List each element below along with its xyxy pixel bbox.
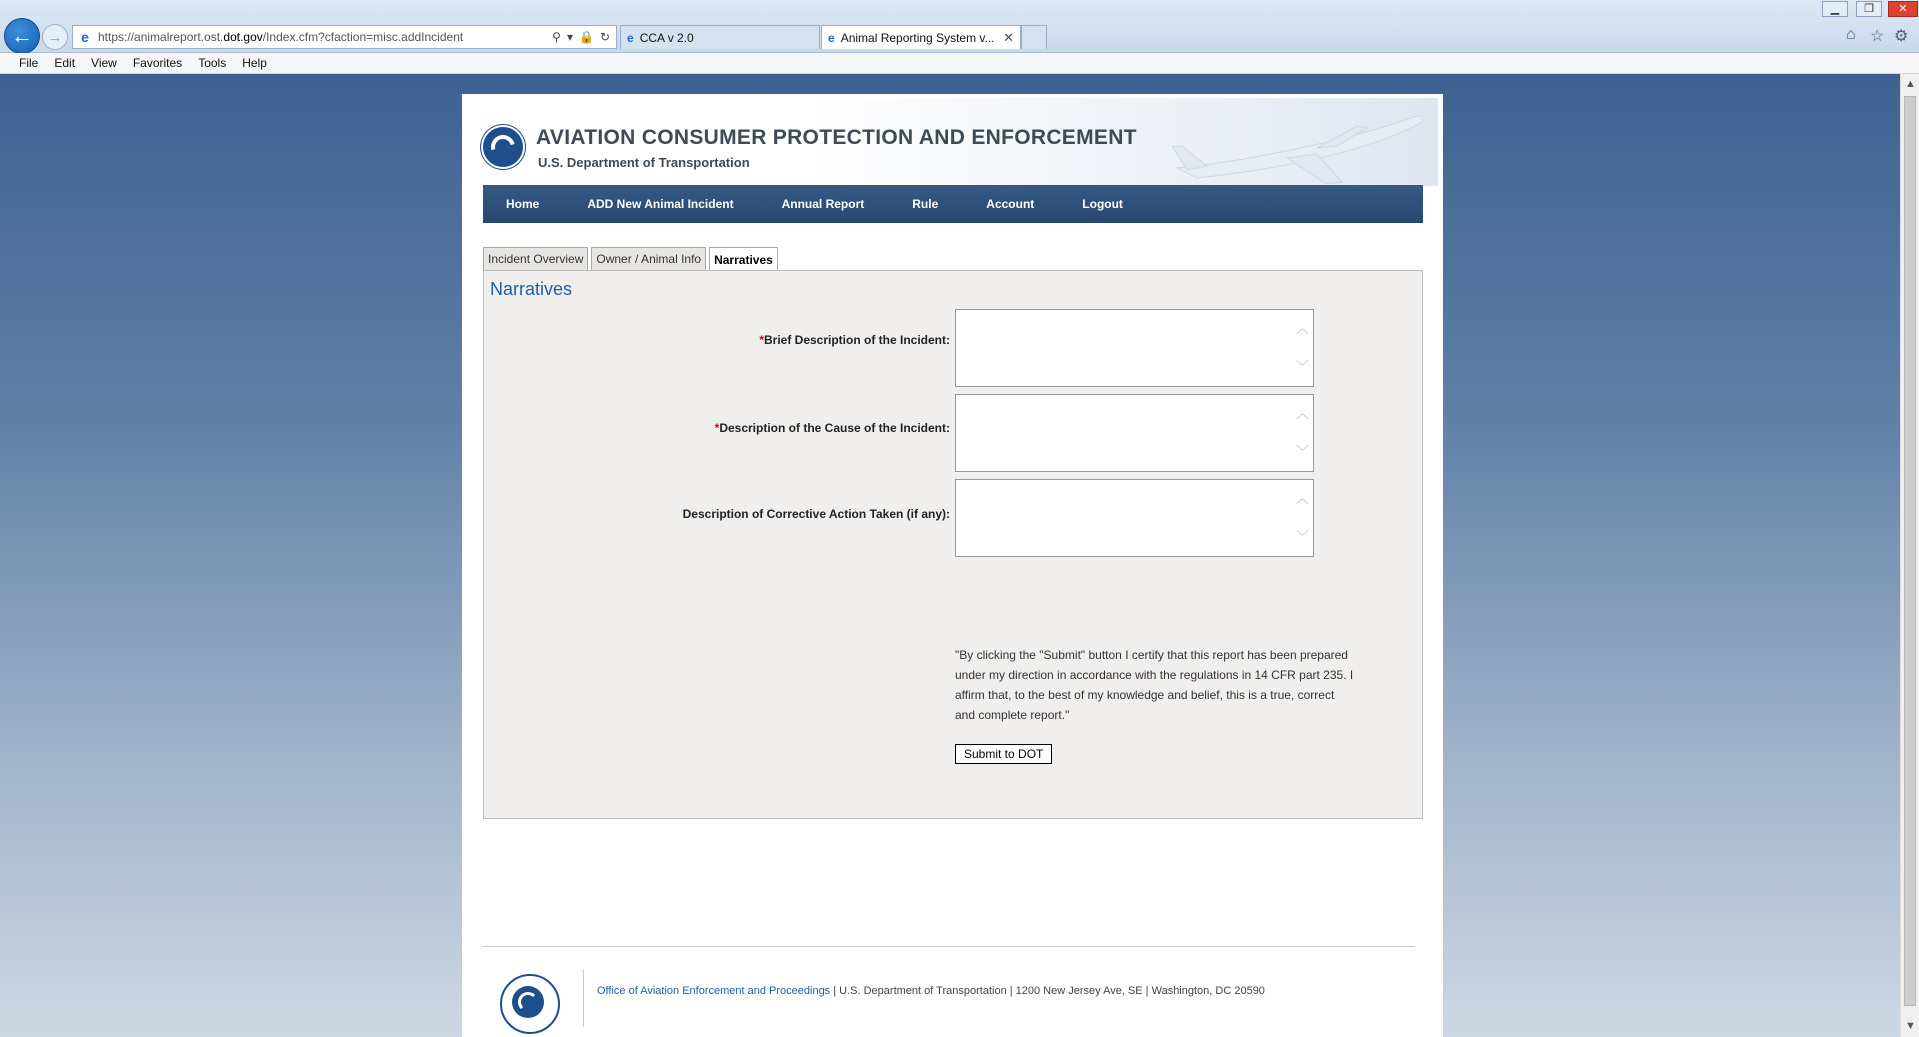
home-icon[interactable]: ⌂ xyxy=(1846,26,1856,43)
scroll-down-icon[interactable]: ﹀ xyxy=(1295,444,1309,459)
scroll-down-icon[interactable]: ▼ xyxy=(1905,1020,1916,1032)
vertical-scrollbar[interactable] xyxy=(1900,74,1919,1037)
form-tabs xyxy=(483,247,778,271)
forward-button[interactable] xyxy=(42,24,68,50)
gear-icon[interactable]: ⚙ xyxy=(1894,28,1909,45)
footer-divider-line xyxy=(483,946,1415,947)
corrective-action-label: Description of Corrective Action Taken (if any): xyxy=(682,507,950,521)
menu-file[interactable]: File xyxy=(19,56,39,70)
arrow-left-icon: ← xyxy=(11,23,33,48)
menu-favorites[interactable]: Favorites xyxy=(132,56,183,70)
footer-office-link[interactable]: Office of Aviation Enforcement and Proceedings xyxy=(597,985,831,997)
browser-toolbar xyxy=(0,0,1919,53)
site-subtitle: U.S. Department of Transportation xyxy=(538,155,750,170)
cause-description-label: *Description of the Cause of the Incident: xyxy=(714,421,950,435)
nav-home[interactable]: Home xyxy=(506,197,540,211)
ie-icon: e xyxy=(81,29,89,45)
tab-narratives[interactable]: Narratives xyxy=(709,247,778,271)
lock-icon[interactable]: 🔒 xyxy=(578,30,594,44)
submit-to-dot-button[interactable]: Submit to DOT xyxy=(955,744,1052,764)
airplane-icon xyxy=(1167,106,1427,186)
site-header xyxy=(467,98,1438,186)
close-window-button[interactable]: ✕ xyxy=(1888,1,1918,17)
scroll-down-icon[interactable]: ﹀ xyxy=(1295,359,1309,374)
section-heading: Narratives xyxy=(490,279,573,299)
scroll-up-icon[interactable]: ▲ xyxy=(1905,78,1916,90)
required-marker: * xyxy=(714,421,720,435)
browser-tab-cca[interactable]: e CCA v 2.0 xyxy=(620,25,820,49)
narratives-panel xyxy=(483,270,1423,819)
nav-add-animal-incident[interactable]: ADD New Animal Incident xyxy=(587,197,734,211)
scroll-up-icon[interactable]: ︿ xyxy=(1295,491,1309,506)
required-marker: * xyxy=(759,333,764,347)
site-title: AVIATION CONSUMER PROTECTION AND ENFORCEMENT xyxy=(536,126,1137,149)
dropdown-icon[interactable]: ▾ xyxy=(566,30,573,44)
main-nav xyxy=(483,185,1423,223)
ie-icon: e xyxy=(828,30,835,45)
ie-icon: e xyxy=(627,30,634,45)
minimize-button[interactable]: ▁ xyxy=(1822,1,1848,17)
nav-account[interactable]: Account xyxy=(986,197,1035,211)
scroll-up-icon[interactable]: ︿ xyxy=(1295,321,1309,336)
restore-button[interactable]: ❐ xyxy=(1856,1,1882,17)
menu-edit[interactable]: Edit xyxy=(54,56,76,70)
address-bar[interactable] xyxy=(72,25,617,49)
dot-logo-icon xyxy=(481,125,525,169)
nav-annual-report[interactable]: Annual Report xyxy=(781,197,865,211)
nav-logout[interactable]: Logout xyxy=(1082,197,1123,211)
footer-text: Office of Aviation Enforcement and Proceedings | U.S. Department of Transportation | 1200 New Jersey Ave, SE | Washington, DC 20590 xyxy=(597,985,1265,997)
search-icon[interactable]: ⚲ xyxy=(552,30,561,44)
scroll-down-icon[interactable]: ﹀ xyxy=(1295,529,1309,544)
dot-seal-icon xyxy=(500,974,560,1034)
corrective-action-textarea[interactable] xyxy=(955,479,1314,557)
menu-bar xyxy=(0,53,1919,74)
browser-tab-animal-reporting[interactable]: e Animal Reporting System v... ✕ xyxy=(821,25,1021,49)
arrow-right-icon: → xyxy=(47,28,63,46)
star-icon[interactable]: ☆ xyxy=(1870,28,1885,45)
menu-tools[interactable]: Tools xyxy=(198,56,227,70)
footer-vertical-divider xyxy=(583,969,584,1027)
close-tab-icon[interactable]: ✕ xyxy=(1003,29,1014,45)
nav-rule[interactable]: Rule xyxy=(912,197,939,211)
scroll-thumb[interactable] xyxy=(1904,96,1916,1006)
url-text[interactable]: https://animalreport.ost.dot.gov/Index.cfm?cfaction=misc.addIncident xyxy=(98,30,464,44)
scroll-up-icon[interactable]: ︿ xyxy=(1295,406,1309,421)
cause-description-textarea[interactable] xyxy=(955,394,1314,472)
tab-owner-animal-info[interactable]: Owner / Animal Info xyxy=(591,247,706,270)
tab-incident-overview[interactable]: Incident Overview xyxy=(483,247,588,270)
certification-text: "By clicking the "Submit" button I certify that this report has been prepared under my direction in accordance with the regulations in 14 CFR part 235. I affirm that, to the best of my knowledge and belief, this is a true, correct and complete report." xyxy=(955,648,1354,722)
refresh-icon[interactable]: ↻ xyxy=(599,30,610,44)
brief-description-label: *Brief Description of the Incident: xyxy=(759,333,950,347)
menu-view[interactable]: View xyxy=(91,56,117,70)
menu-help[interactable]: Help xyxy=(242,56,267,70)
back-button[interactable] xyxy=(4,18,40,54)
new-tab-button[interactable] xyxy=(1021,25,1047,49)
page-container xyxy=(462,94,1443,1037)
brief-description-textarea[interactable] xyxy=(955,309,1314,387)
